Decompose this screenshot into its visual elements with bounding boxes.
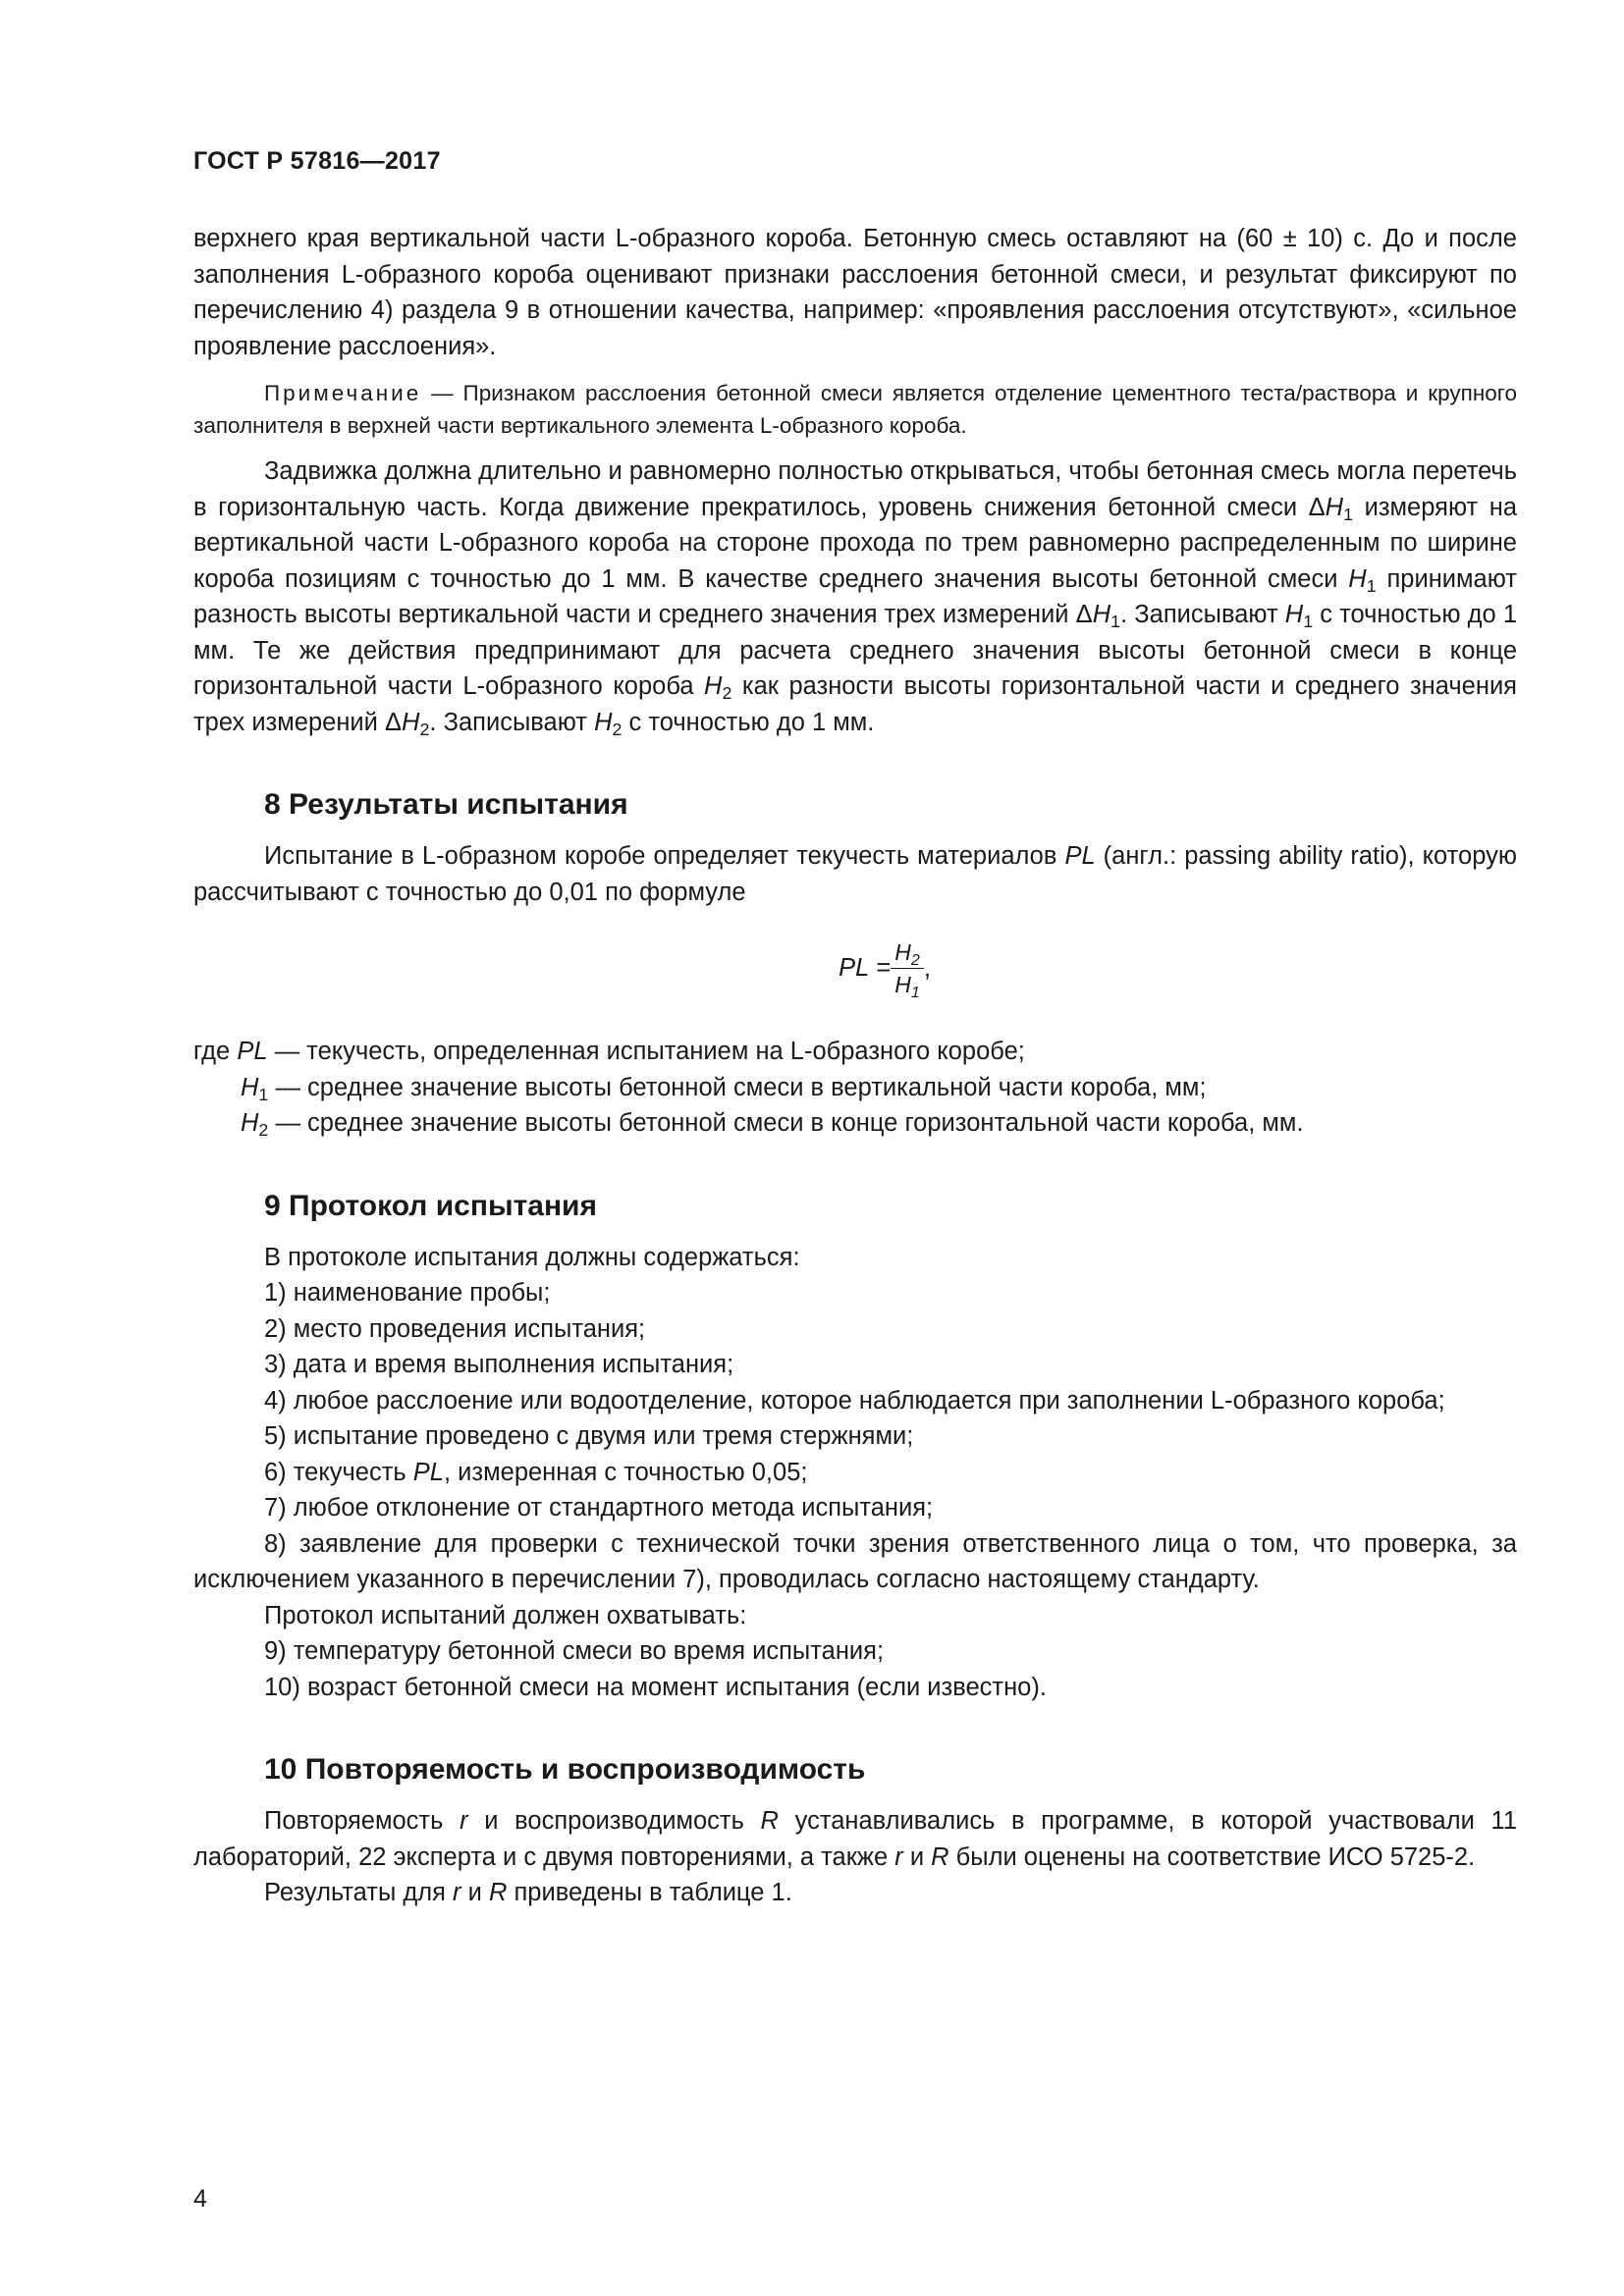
formula-pl: PL = $\frac{H_2}{H_1}$ , <box>839 939 931 1001</box>
list-item: 7) любое отклонение от стандартного метода испытания; <box>264 1494 934 1522</box>
section-9-extra-intro: Протокол испытаний должен охватывать: <box>264 1601 747 1629</box>
where-pl: где PL — текучесть, определенная испытанием на L-образного коробе; <box>193 1038 1025 1065</box>
note <box>193 377 1517 442</box>
section-10-results: Результаты для r и R приведены в таблице 1. <box>264 1879 792 1906</box>
document-header-code: ГОСТ Р 57816—2017 <box>193 147 441 175</box>
where-h2: $H_2$ — среднее значение высоты бетонной смеси в конце горизонтальной части короба, мм. <box>241 1109 1304 1140</box>
page-number: 4 <box>193 2185 207 2213</box>
list-item: 3) дата и время выполнения испытания; <box>264 1351 734 1378</box>
section-10-title: 10 Повторяемость и воспроизводимость <box>264 1753 866 1786</box>
list-item: 6) текучесть PL, измеренная с точностью 0,05; <box>264 1458 808 1486</box>
list-item: 8) заявление для проверки с технической точки зрения ответственного лица о том, что проверка, за исключением указанного в перечислении 7), проводилась согласно настоящему стандарту. <box>193 1529 1517 1593</box>
where-h1: $H_1$ — среднее значение высоты бетонной смеси в вертикальной части короба, мм; <box>241 1073 1207 1104</box>
formula-lhs: PL <box>839 954 870 983</box>
formula-fraction <box>891 937 924 999</box>
list-item: 10) возраст бетонной смеси на момент испытания (если известно). <box>264 1673 1047 1701</box>
note-text: — Признаком расслоения бетонной смеси является отделение цементного теста/раствора и крупного заполнителя в верхней части вертикального элемента L-образного короба. <box>193 381 1517 438</box>
section-10-paragraph: Повторяемость r и воспроизводимость R устанавливались в программе, в которой участвовали 11 лабораторий, 22 эксперта и с двумя повторениями, а также r и R были оценены на соответствие ИСО 5725-2. <box>193 1807 1517 1871</box>
section-8-title: 8 Результаты испытания <box>264 788 628 821</box>
paragraph-gate: Задвижка должна длительно и равномерно полностью открываться, чтобы бетонная смесь могла перетечь в горизонтальную часть. Когда движение прекратилось, уровень снижения бетонной смеси $\Delta H_1$ измеряют на вертикальной части L-образного короба на стороне прохода по трем равномерно распределенным по ширине короба позициям с точностью до 1 мм. В качестве среднего значения высоты бетонной смеси $H_1$ принимают разность высоты вертикальной части и среднего значения трех измерений $\Delta H_1$. Записывают $H_1$ с точностью до 1 мм. Те же действия предпринимают для расчета среднего значения высоты бетонной смеси в конце горизонтальной части L-образного короба $H_2$ как разности высоты горизонтальной части и среднего значения трех измерений $\Delta H_2$. Записывают $H_2$ с точностью до 1 мм. <box>193 457 1517 739</box>
formula-denominator: $H_1$ <box>894 972 920 1001</box>
list-item: 1) наименование пробы; <box>264 1279 551 1307</box>
document-body <box>193 221 1517 1911</box>
list-item: 5) испытание проведено с двумя или тремя стержнями; <box>264 1422 914 1450</box>
section-9-intro: В протоколе испытания должны содержаться: <box>264 1243 800 1271</box>
section-8-paragraph: Испытание в L-образном коробе определяет текучесть материалов PL (англ.: passing ability ratio), которую рассчитывают с точностью до 0,01 по формуле <box>193 842 1517 906</box>
section-9-title: 9 Протокол испытания <box>264 1189 598 1222</box>
paragraph-intro: верхнего края вертикальной части L-образного короба. Бетонную смесь оставляют на (60 ± 10) с. До и после заполнения L-образного короба оценивают признаки расслоения бетонной смеси, и результат фиксируют по перечислению 4) раздела 9 в отношении качества, например: «проявления расслоения отсутствуют», «сильное проявление расслоения». <box>193 225 1517 360</box>
list-item: 9) температуру бетонной смеси во время испытания; <box>264 1637 885 1665</box>
list-item: 2) место проведения испытания; <box>264 1314 646 1343</box>
formula-numerator: $H_2$ <box>891 937 924 969</box>
list-item: 4) любое расслоение или водоотделение, которое наблюдается при заполнении L-образного короба; <box>264 1386 1445 1415</box>
note-label: Примечание <box>264 381 422 405</box>
